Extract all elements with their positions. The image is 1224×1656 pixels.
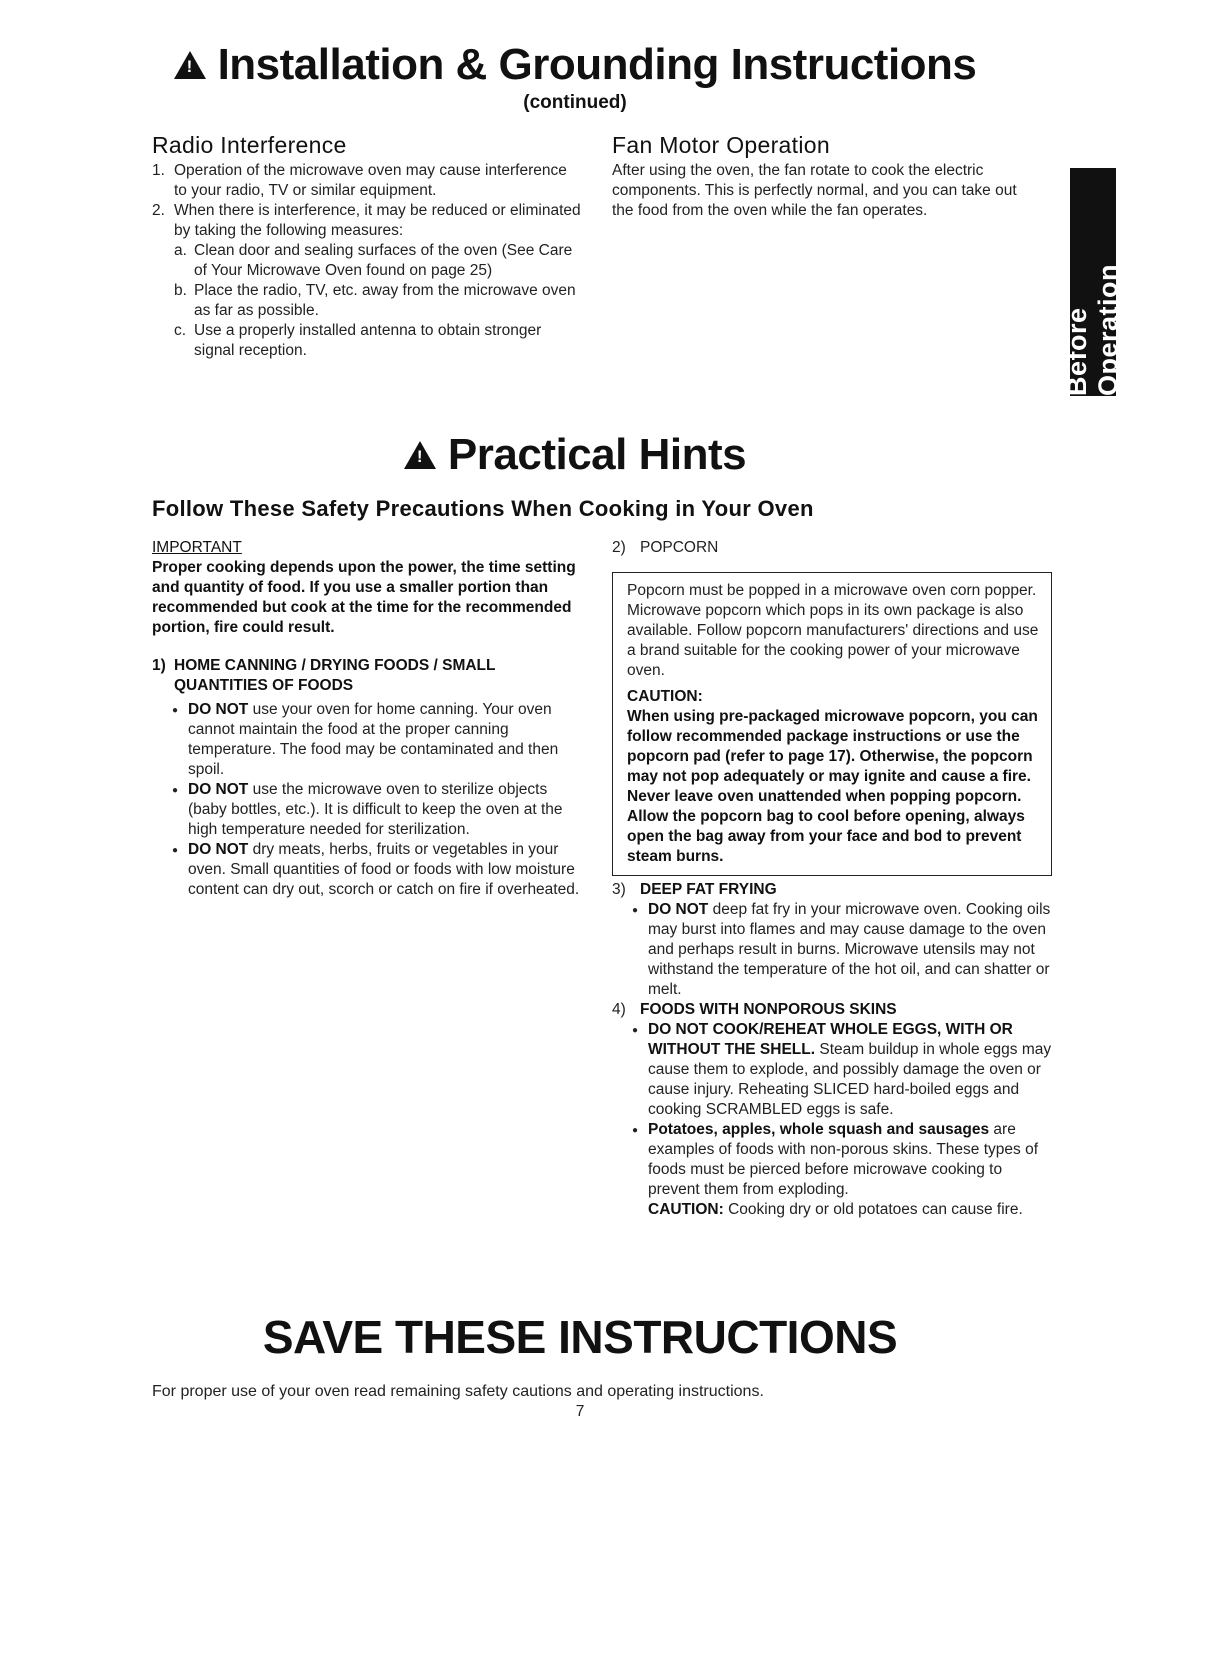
section4-bullet2: ● Potatoes, apples, whole squash and sausages are examples of foods with non-porous skins. These types of foods must be pierced before microwave cooking to prevent them from exploding. xyxy=(648,1120,1052,1200)
save-instructions-title: SAVE THESE INSTRUCTIONS xyxy=(262,1311,898,1363)
radio-item-a: Clean door and sealing surfaces of the oven (See Care of Your Microwave Oven found on page 25) xyxy=(194,242,573,279)
section1-heading: HOME CANNING / DRYING FOODS / SMALL QUANTITIES OF FOODS xyxy=(174,657,496,694)
page-number: 7 xyxy=(575,1403,585,1420)
page-title xyxy=(0,40,1150,90)
warning-icon xyxy=(404,441,436,469)
radio-item1: Operation of the microwave oven may cause interference to your radio, TV or similar equipment. xyxy=(174,162,567,199)
section1-bullet1: ● DO NOT use your oven for home canning. Your oven cannot maintain the food at the proper canning temperature. The food may be contaminated and then spoil. xyxy=(188,700,582,780)
right-column xyxy=(612,538,1052,1220)
section4-number: 4) xyxy=(612,1001,626,1018)
important-text: Proper cooking depends upon the power, the time setting and quantity of food. If you use a smaller portion than recommended but cook at the time for the recommended portion, fire could result. xyxy=(152,559,576,636)
fan-text: After using the oven, the fan rotate to cook the electric components. This is perfectly normal, and you can take out the food from the oven while the fan operates. xyxy=(612,162,1017,219)
radio-item-c: Use a properly installed antenna to obtain stronger signal reception. xyxy=(194,322,542,359)
fan-heading: Fan Motor Operation xyxy=(612,132,830,158)
section4-caution: CAUTION: Cooking dry or old potatoes can cause fire. xyxy=(648,1201,1023,1218)
section3-heading: DEEP FAT FRYING xyxy=(640,881,777,898)
popcorn-caution-text: When using pre-packaged microwave popcorn, you can follow recommended package instructions or use the popcorn pad (refer to page 17). Otherwise, the popcorn may not pop adequately or may ignite and cause a fire. Never leave oven unattended when popping popcorn. Allow the popcorn bag to cool before opening, always open the bag away from your face and bod to prevent steam burns. xyxy=(627,708,1038,865)
radio-item1-number: 1. xyxy=(152,162,165,179)
practical-hints-text: Practical Hints xyxy=(447,430,747,479)
radio-item-c-label: c. xyxy=(174,322,187,339)
section4-heading: FOODS WITH NONPOROUS SKINS xyxy=(640,1001,897,1018)
radio-item2-number: 2. xyxy=(152,202,165,219)
section1-number: 1) xyxy=(152,657,166,674)
radio-item2: When there is interference, it may be reduced or eliminated by taking the following measures: xyxy=(174,202,581,239)
section3-number: 3) xyxy=(612,881,626,898)
radio-item-b-label: b. xyxy=(174,282,187,299)
popcorn-box xyxy=(612,572,1052,876)
radio-item-b: Place the radio, TV, etc. away from the microwave oven as far as possible. xyxy=(194,282,576,319)
footer-note: For proper use of your oven read remaining safety cautions and operating instructions. xyxy=(152,1383,764,1400)
radio-interference-section xyxy=(152,132,582,361)
practical-hints-subheading: Follow These Safety Precautions When Cooking in Your Oven xyxy=(152,496,814,521)
warning-icon xyxy=(174,51,206,79)
side-tab-label: Before Operation xyxy=(1062,263,1123,396)
section2-heading: POPCORN xyxy=(640,539,719,556)
popcorn-caution-label: CAUTION: xyxy=(627,688,703,705)
section2-number: 2) xyxy=(612,539,626,556)
section3-bullet1: ● DO NOT deep fat fry in your microwave oven. Cooking oils may burst into flames and may cause damage to the oven and perhaps result in burns. Microwave utensils may not withstand the temperature of the hot oil, and can shatter or melt. xyxy=(648,900,1052,1000)
section1-bullet2: ● DO NOT use the microwave oven to sterilize objects (baby bottles, etc.). It is difficult to keep the oven at the high temperature needed for sterilization. xyxy=(188,780,582,840)
popcorn-text: Popcorn must be popped in a microwave oven corn popper. Microwave popcorn which pops in its own package is also available. Follow popcorn manufacturers' directions and use a brand suitable for the cooking power of your microwave oven. xyxy=(627,582,1039,679)
side-tab-before-operation xyxy=(1062,168,1123,396)
left-column xyxy=(152,538,582,900)
fan-motor-section xyxy=(612,132,1022,221)
page-subtitle: (continued) xyxy=(523,92,627,113)
important-label: IMPORTANT xyxy=(152,539,242,556)
section4-bullet1: ● DO NOT COOK/REHEAT WHOLE EGGS, WITH OR WITHOUT THE SHELL. Steam buildup in whole eggs may cause them to explode, and possibly damage the oven or cause injury. Reheating SLICED hard-boiled eggs and cooking SCRAMBLED eggs is safe. xyxy=(648,1020,1052,1120)
radio-heading: Radio Interference xyxy=(152,132,347,158)
page-title-text: Installation & Grounding Instructions xyxy=(217,40,977,89)
radio-item-a-label: a. xyxy=(174,242,187,259)
practical-hints-title xyxy=(0,430,1150,480)
section1-bullet3: ● DO NOT dry meats, herbs, fruits or vegetables in your oven. Small quantities of food or foods with low moisture content can dry out, scorch or catch on fire if overheated. xyxy=(188,840,582,900)
